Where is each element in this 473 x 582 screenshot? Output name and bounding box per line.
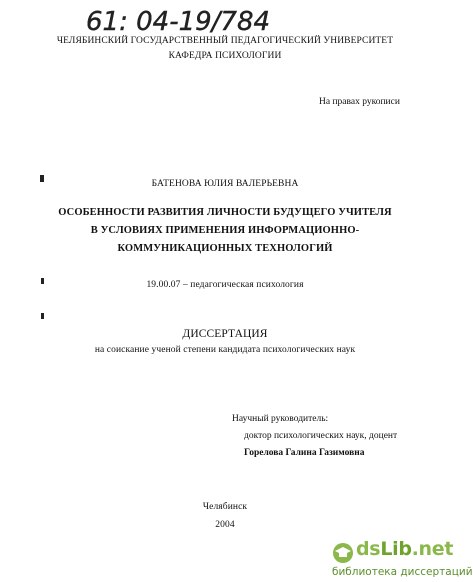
- watermark-tagline: библиотека диссертаций: [332, 566, 473, 578]
- degree-statement: на соискание ученой степени кандидата психологических наук: [94, 345, 356, 355]
- advisor-label: Научный руководитель:: [232, 414, 329, 424]
- graduation-cap-icon: [332, 542, 354, 564]
- university-name: ЧЕЛЯБИНСКИЙ ГОСУДАРСТВЕННЫЙ ПЕДАГОГИЧЕСКИЙ УНИВЕРСИТЕТ: [56, 36, 394, 46]
- author-name: БАТЕНОВА ЮЛИЯ ВАЛЕРЬЕВНА: [151, 179, 299, 189]
- handwritten-code: [84, 2, 304, 38]
- advisor-name: Горелова Галина Газимовна: [244, 448, 365, 458]
- advisor-degree: доктор психологических наук, доцент: [244, 431, 398, 441]
- city: Челябинск: [202, 502, 248, 512]
- scan-mark: [41, 313, 44, 319]
- rights-note: На правах рукописи: [319, 97, 400, 107]
- watermark-brand: dsLib.net: [356, 538, 454, 560]
- year: 2004: [215, 520, 235, 530]
- department-name: КАФЕДРА ПСИХОЛОГИИ: [168, 51, 282, 61]
- dslib-watermark: [332, 536, 473, 582]
- title-line-2: В УСЛОВИЯХ ПРИМЕНЕНИЯ ИНФОРМАЦИОННО-: [90, 225, 360, 236]
- svg-text:61: 04-19/784: 61: 04-19/784: [86, 7, 271, 37]
- work-type: ДИССЕРТАЦИЯ: [182, 328, 268, 340]
- title-line-3: КОММУНИКАЦИОННЫХ ТЕХНОЛОГИЙ: [117, 243, 333, 254]
- specialty-code: 19.00.07 – педагогическая психология: [146, 280, 304, 290]
- title-line-1: ОСОБЕННОСТИ РАЗВИТИЯ ЛИЧНОСТИ БУДУЩЕГО УЧИТЕЛЯ: [58, 207, 392, 218]
